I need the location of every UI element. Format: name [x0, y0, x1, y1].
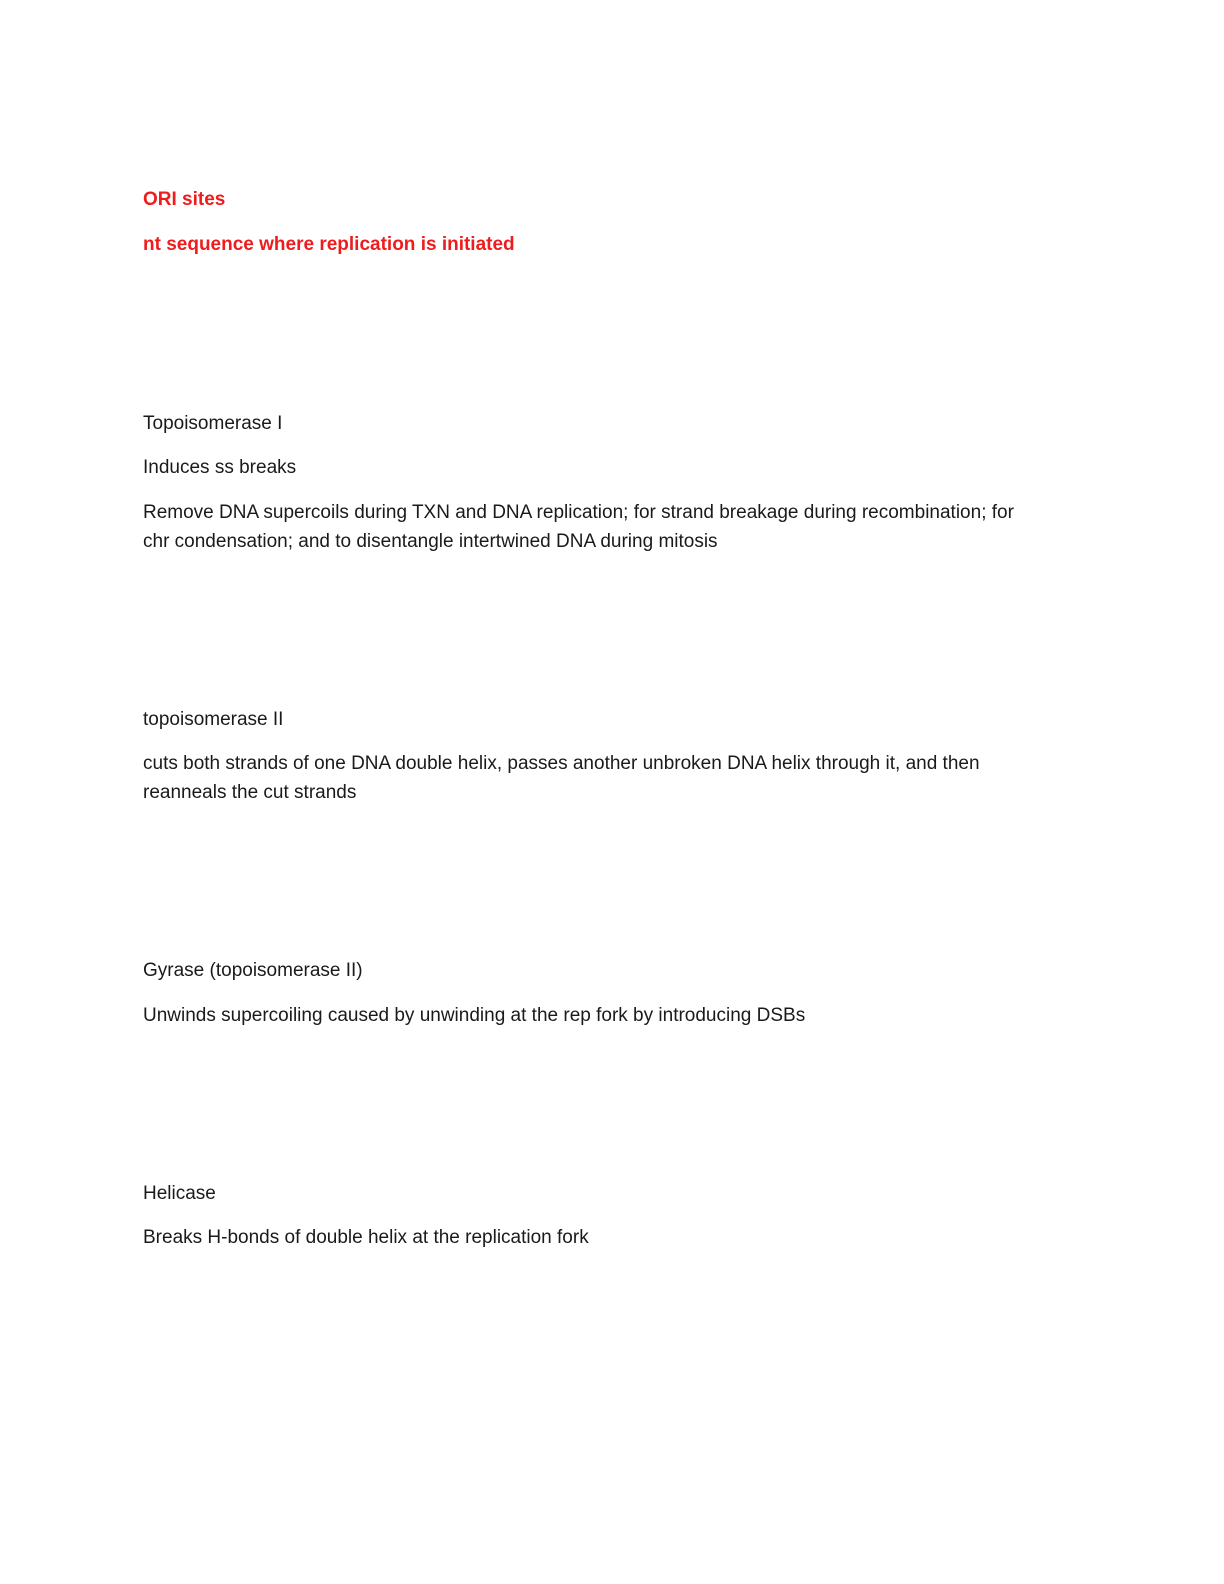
topoisomerase-2-heading: topoisomerase II: [143, 709, 284, 730]
gyrase-line-1: Unwinds supercoiling caused by unwinding at the rep fork by introducing DSBs: [143, 1005, 806, 1026]
ori-sites-heading: ORI sites: [143, 189, 226, 210]
topoisomerase-1-line-2b: chr condensation; and to disentangle intertwined DNA during mitosis: [143, 531, 718, 552]
topoisomerase-1-heading: Topoisomerase I: [143, 413, 283, 434]
helicase-heading: Helicase: [143, 1183, 216, 1204]
topoisomerase-1-line-1: Induces ss breaks: [143, 457, 297, 478]
helicase-line-1: Breaks H-bonds of double helix at the replication fork: [143, 1227, 589, 1248]
topoisomerase-2-line-1b: reanneals the cut strands: [143, 782, 357, 803]
ori-sites-definition: nt sequence where replication is initiated: [143, 234, 515, 255]
gyrase-heading: Gyrase (topoisomerase II): [143, 960, 363, 981]
topoisomerase-1-line-2a: Remove DNA supercoils during TXN and DNA replication; for strand breakage during recombination; for: [143, 502, 1014, 523]
topoisomerase-2-line-1a: cuts both strands of one DNA double helix, passes another unbroken DNA helix through it, and then: [143, 753, 980, 774]
